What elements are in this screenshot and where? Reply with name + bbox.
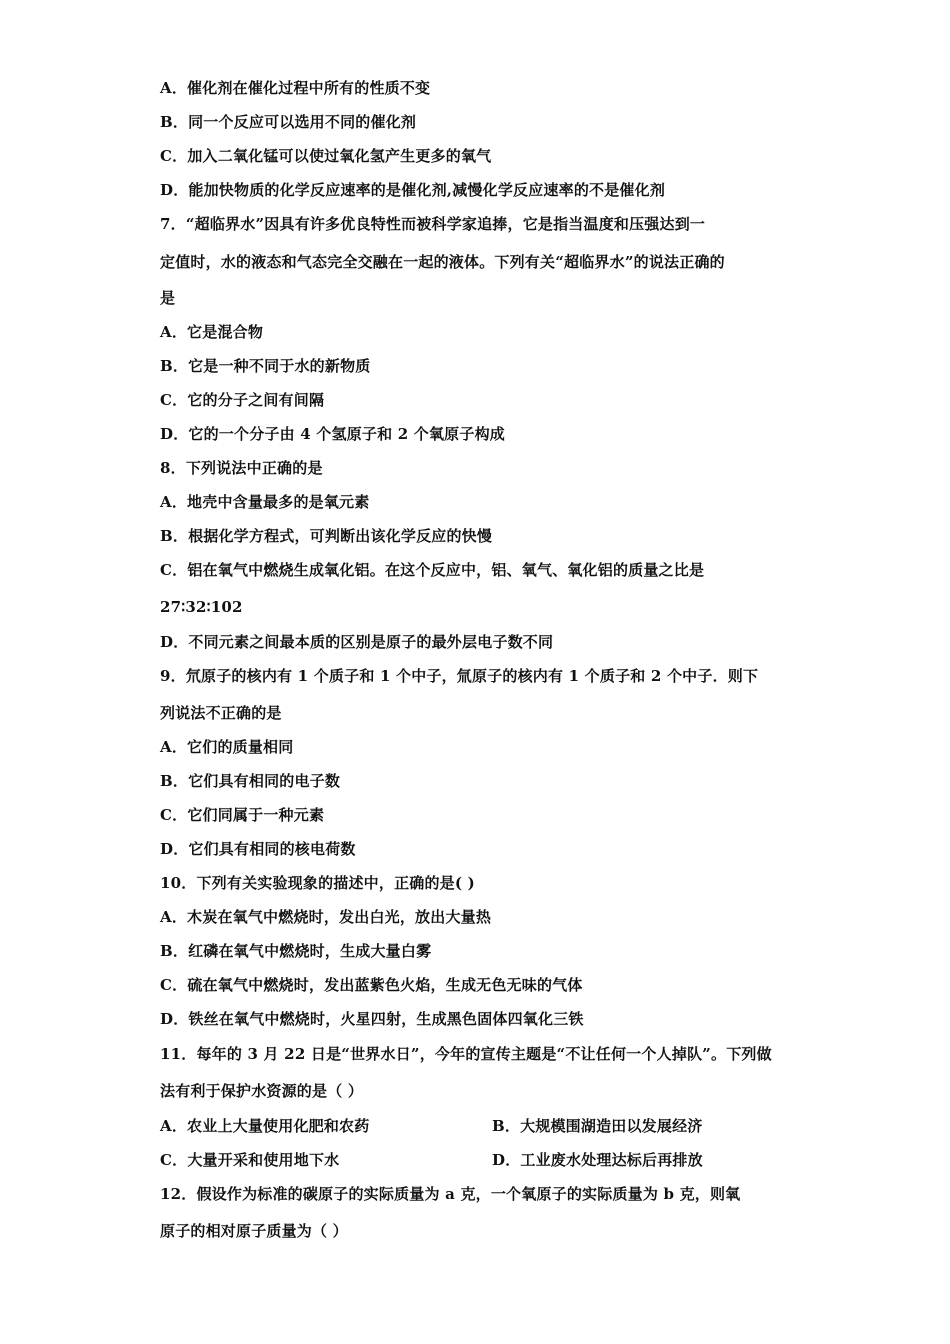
q10-stem: 10．下列有关实验现象的描述中，正确的是( ): [160, 874, 475, 892]
q10-option-c: C．硫在氧气中燃烧时，发出蓝紫色火焰，生成无色无味的气体: [160, 976, 583, 994]
q11-option-a: A．农业上大量使用化肥和农药: [160, 1117, 370, 1135]
q10-option-a: A．木炭在氧气中燃烧时，发出白光，放出大量热: [160, 908, 492, 926]
q10-option-b: B．红磷在氧气中燃烧时，生成大量白雾: [160, 942, 432, 960]
q11-option-d: D．工业废水处理达标后再排放: [492, 1151, 703, 1169]
q10-option-d: D．铁丝在氧气中燃烧时，火星四射，生成黑色固体四氧化三铁: [160, 1010, 584, 1028]
q8-option-a: A．地壳中含量最多的是氧元素: [160, 493, 370, 511]
q7-stem-line3: 是: [160, 289, 176, 307]
q12-stem-line2: 原子的相对原子质量为（ ）: [160, 1222, 348, 1240]
q9-option-c: C．它们同属于一种元素: [160, 806, 325, 824]
q7-option-b: B．它是一种不同于水的新物质: [160, 357, 371, 375]
q6-option-d: D．能加快物质的化学反应速率的是催化剂,减慢化学反应速率的不是催化剂: [160, 181, 666, 199]
q6-option-c: C．加入二氧化锰可以使过氧化氢产生更多的氧气: [160, 147, 492, 165]
q7-stem-line2: 定值时，水的液态和气态完全交融在一起的液体。下列有关“超临界水”的说法正确的: [160, 253, 725, 271]
q9-stem-line1: 9．氘原子的核内有 1 个质子和 1 个中子，氚原子的核内有 1 个质子和 2 个中子．则下: [160, 667, 759, 685]
q9-option-b: B．它们具有相同的电子数: [160, 772, 341, 790]
q12-stem-line1: 12．假设作为标准的碳原子的实际质量为 a 克，一个氧原子的实际质量为 b 克，则氧: [160, 1185, 741, 1203]
q8-option-c-line1: C．铝在氧气中燃烧生成氧化铝。在这个反应中，铝、氧气、氧化铝的质量之比是: [160, 561, 705, 579]
q11-stem-line2: 法有利于保护水资源的是（ ）: [160, 1082, 364, 1100]
q7-option-a: A．它是混合物: [160, 323, 264, 341]
q6-option-b: B．同一个反应可以选用不同的催化剂: [160, 113, 417, 131]
q8-option-d: D．不同元素之间最本质的区别是原子的最外层电子数不同: [160, 633, 554, 651]
q9-stem-line2: 列说法不正确的是: [160, 704, 282, 722]
q7-stem-line1: 7．“超临界水”因具有许多优良特性而被科学家追捧，它是指当温度和压强达到一: [160, 215, 706, 233]
q11-option-b: B．大规模围湖造田以发展经济: [492, 1117, 703, 1135]
q11-option-c: C．大量开采和使用地下水: [160, 1151, 340, 1169]
q8-stem: 8．下列说法中正确的是: [160, 459, 323, 477]
q11-stem-line1: 11．每年的 3 月 22 日是“世界水日”，今年的宣传主题是“不让任何一个人掉队”。下列做: [160, 1045, 772, 1063]
q8-option-b: B．根据化学方程式，可判断出该化学反应的快慢: [160, 527, 493, 545]
q8-option-c-line2: 27∶32∶102: [160, 598, 243, 616]
q7-option-d: D．它的一个分子由 4 个氢原子和 2 个氧原子构成: [160, 425, 505, 443]
q6-option-a: A．催化剂在催化过程中所有的性质不变: [160, 79, 431, 97]
q9-option-a: A．它们的质量相同: [160, 738, 294, 756]
q9-option-d: D．它们具有相同的核电荷数: [160, 840, 356, 858]
q7-option-c: C．它的分子之间有间隔: [160, 391, 325, 409]
